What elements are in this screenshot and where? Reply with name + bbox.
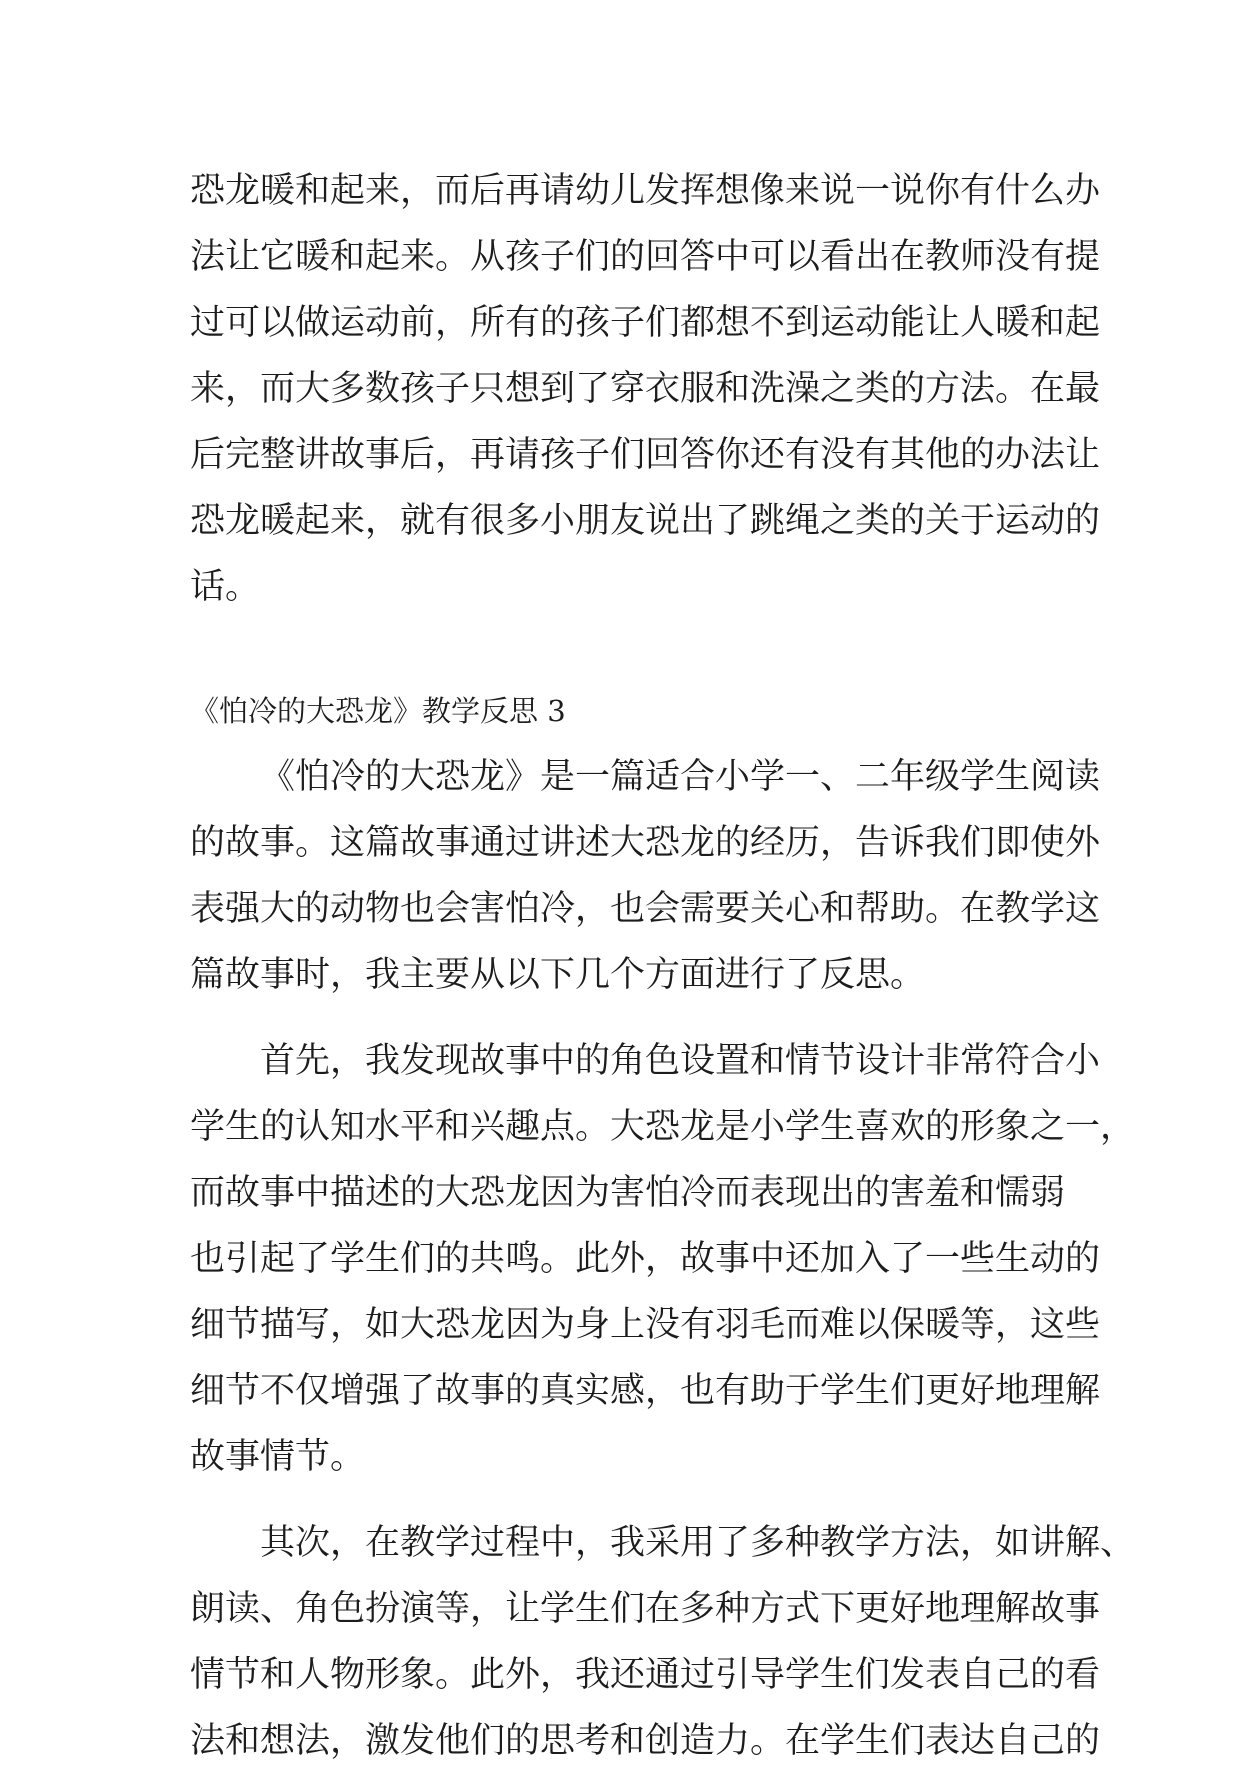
- text-line: 法让它暖和起来。从孩子们的回答中可以看出在教师没有提: [190, 237, 1101, 277]
- text-line: 篇故事时，我主要从以下几个方面进行了反思。: [190, 955, 926, 995]
- text-line: 情节和人物形象。此外，我还通过引导学生们发表自己的看: [190, 1655, 1101, 1695]
- text-line: 首先，我发现故事中的角色设置和情节设计非常符合小: [260, 1041, 1101, 1081]
- text-line: 表强大的动物也会害怕冷，也会需要关心和帮助。在教学这: [190, 889, 1101, 929]
- paragraph-spacer: [190, 1008, 1050, 1028]
- paragraph-spacer: [190, 1490, 1050, 1510]
- document-page: [190, 158, 1136, 1774]
- text-line: 的故事。这篇故事通过讲述大恐龙的经历，告诉我们即使外: [190, 823, 1101, 863]
- paragraph-second: [190, 1510, 1136, 1774]
- text-line: 法和想法，激发他们的思考和创造力。在学生们表达自己的: [190, 1721, 1101, 1761]
- section-heading: 《怕冷的大恐龙》教学反思 3: [190, 694, 566, 728]
- text-line: 细节描写，如大恐龙因为身上没有羽毛而难以保暖等，这些: [190, 1305, 1101, 1345]
- text-line: 《怕冷的大恐龙》是一篇适合小学一、二年级学生阅读: [260, 757, 1101, 797]
- text-line: 过可以做运动前，所有的孩子们都想不到运动能让人暖和起: [190, 303, 1101, 343]
- text-line: 其次，在教学过程中，我采用了多种教学方法，如讲解、: [260, 1523, 1136, 1563]
- text-line: 恐龙暖起来，就有很多小朋友说出了跳绳之类的关于运动的: [190, 501, 1101, 541]
- text-line: 学生的认知水平和兴趣点。大恐龙是小学生喜欢的形象之一，: [190, 1107, 1136, 1147]
- paragraph-first: [190, 1028, 1136, 1490]
- paragraph-intro: [190, 744, 1101, 1008]
- text-line: 而故事中描述的大恐龙因为害怕冷而表现出的害羞和懦弱: [190, 1173, 1066, 1213]
- text-line: 朗读、角色扮演等，让学生们在多种方式下更好地理解故事: [190, 1589, 1101, 1629]
- paragraph-continued: [190, 158, 1101, 620]
- text-line: 细节不仅增强了故事的真实感，也有助于学生们更好地理解: [190, 1371, 1101, 1411]
- text-line: 来，而大多数孩子只想到了穿衣服和洗澡之类的方法。在最: [190, 369, 1101, 409]
- text-line: 恐龙暖和起来，而后再请幼儿发挥想像来说一说你有什么办: [190, 171, 1101, 211]
- text-line: 后完整讲故事后，再请孩子们回答你还有没有其他的办法让: [190, 435, 1101, 475]
- text-line: 话。: [190, 567, 261, 607]
- text-line: 也引起了学生们的共鸣。此外，故事中还加入了一些生动的: [190, 1239, 1101, 1279]
- text-line: 故事情节。: [190, 1437, 366, 1477]
